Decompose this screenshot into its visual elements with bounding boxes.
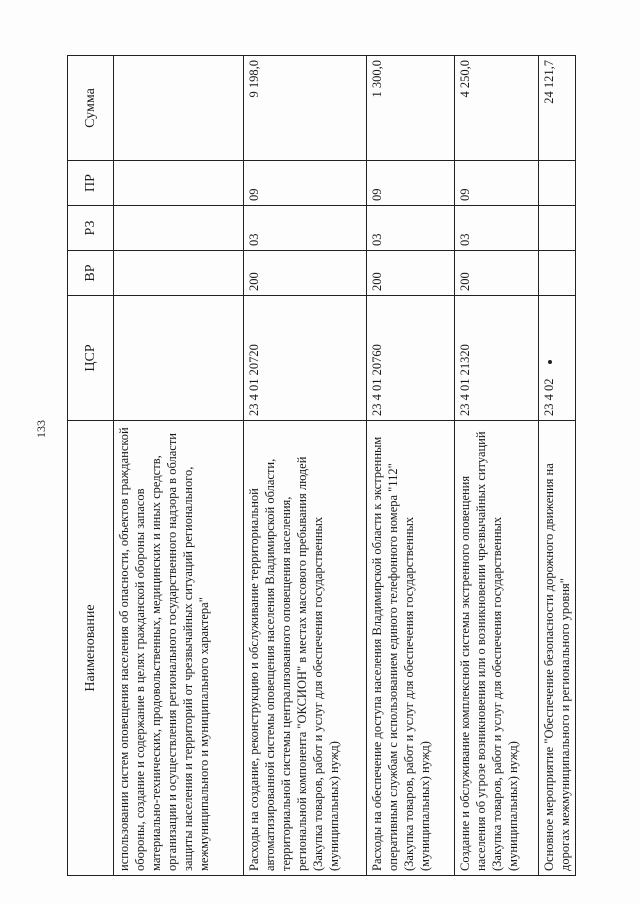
ink-dot: [548, 361, 552, 365]
row-sum: 24 121,7: [539, 56, 576, 161]
table-row: [455, 56, 539, 876]
row-vr: 200: [455, 251, 539, 296]
row-sum: 1 300,0: [367, 56, 455, 161]
column-header-vr: ВР: [68, 251, 114, 296]
row-rz: [539, 206, 576, 251]
row-name: использовании систем оповещения населения об опасности, объектов гражданской обороны, создание и содержание в целях гражданской обороны запасов материально-технических, продовольственных, медицинских и иных средств, организации и осуществления регионального государственного надзора в области защиты населения и территорий от чрезвычайных ситуаций регионального, межмуниципального и муниципального характера": [114, 421, 244, 876]
row-rz: 03: [244, 206, 367, 251]
row-vr: 200: [244, 251, 367, 296]
row-pr: 09: [455, 161, 539, 206]
row-csr: [114, 296, 244, 421]
row-name: Расходы на создание, реконструкцию и обслуживание территориальной автоматизированной системы оповещения населения Владимирской области, территориальной системы централизованного оповещения населения, региональной компонента "ОКСИОН" в местах массового пребывания людей (Закупка товаров, работ и услуг для обеспечения государственных (муниципальных) нужд): [244, 421, 367, 876]
row-pr: [539, 161, 576, 206]
row-csr: 23 4 01 20760: [367, 296, 455, 421]
table-header-row: [68, 56, 114, 876]
column-header-csr: ЦСР: [68, 296, 114, 421]
row-csr-text: 23 4 02: [542, 378, 556, 416]
row-sum: 4 250,0: [455, 56, 539, 161]
column-header-rz: РЗ: [68, 206, 114, 251]
row-csr: [539, 296, 576, 421]
row-csr: 23 4 01 21320: [455, 296, 539, 421]
row-rz: 03: [455, 206, 539, 251]
row-name: Основное мероприятие "Обеспечение безопасности дорожного движения на дорогах межмуниципального и регионального уровня": [539, 421, 576, 876]
row-name: Создание и обслуживание комплексной системы экстренного оповещения населения об угрозе возникновения или о возникновении чрезвычайных ситуаций (Закупка товаров, работ и услуг для обеспечения государственных (муниципальных) нужд): [455, 421, 539, 876]
row-vr: [114, 251, 244, 296]
row-csr: 23 4 01 20720: [244, 296, 367, 421]
table-row: [367, 56, 455, 876]
row-vr: [539, 251, 576, 296]
row-sum: [114, 56, 244, 161]
table-row: [244, 56, 367, 876]
budget-table-wrapper: [67, 56, 572, 876]
row-sum: 9 198,0: [244, 56, 367, 161]
column-header-pr: ПР: [68, 161, 114, 206]
table-row: [114, 56, 244, 876]
budget-table: [67, 55, 576, 876]
row-pr: [114, 161, 244, 206]
column-header-sum: Сумма: [68, 56, 114, 161]
row-pr: 09: [367, 161, 455, 206]
row-vr: 200: [367, 251, 455, 296]
column-header-name: Наименование: [68, 421, 114, 876]
table-row: [539, 56, 576, 876]
row-name: Расходы на обеспечение доступа населения Владимирской области к экстренным оперативным службам с использованием единого телефонного номера "112" (Закупка товаров, работ и услуг для обеспечения государственных (муниципальных) нужд): [367, 421, 455, 876]
row-pr: 09: [244, 161, 367, 206]
row-rz: 03: [367, 206, 455, 251]
page-number: 133: [34, 420, 48, 438]
row-rz: [114, 206, 244, 251]
